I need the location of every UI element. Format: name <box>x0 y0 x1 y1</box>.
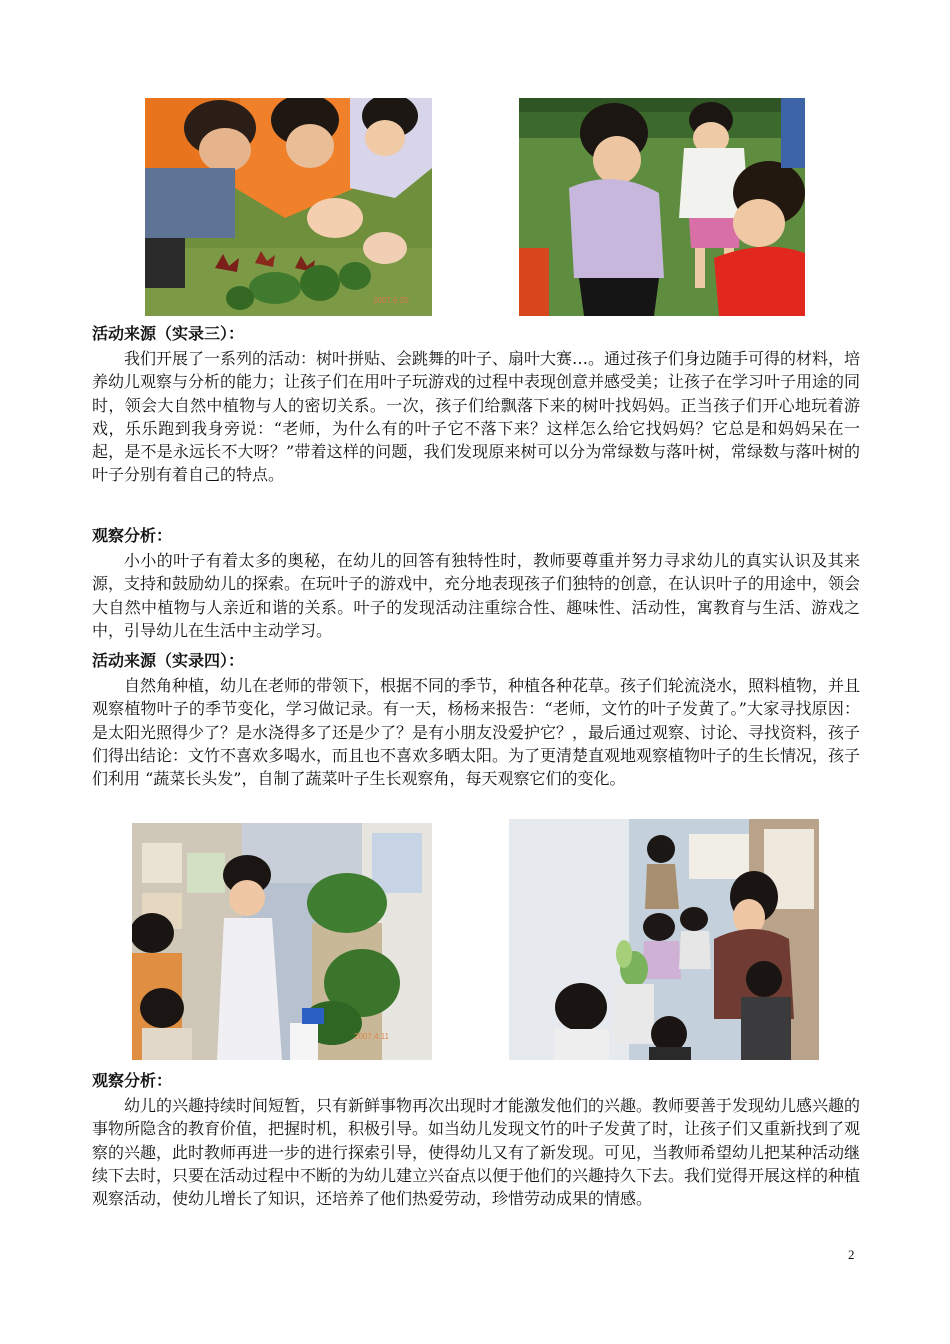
photo-watermark: 2007.4.11 <box>354 1032 389 1041</box>
photo-teacher-with-children <box>509 819 819 1060</box>
section-paragraph: 小小的叶子有着太多的奥秘，在幼儿的回答有独特性时，教师要尊重并努力寻求幼儿的真实认识及其来源，支持和鼓励幼儿的探索。在玩叶子的游戏中，充分地表现孩子们独特的创意，在认识叶子的用途中，领会大自然中植物与人亲近和谐的关系。叶子的发现活动注重综合性、趣味性、活动性，寓教育与生活、游戏之中，引导幼儿在生活中主动学习。 <box>92 551 861 640</box>
photo-children-on-lawn <box>519 98 805 316</box>
photo-children-leaves-on-grass <box>145 98 432 316</box>
section-heading: 观察分析： <box>92 1071 173 1090</box>
section-paragraph: 幼儿的兴趣持续时间短暂，只有新鲜事物再次出现时才能激发他们的兴趣。教师要善于发现幼儿感兴趣的事物所隐含的教育价值，把握时机，积极引导。如当幼儿发现文竹的叶子发黄了时，让孩子们又重新找到了观察的兴趣，此时教师再进一步的进行探索引导，使得幼儿又有了新发现。可见，当教师希望幼儿把某种活动继续下去时，只要在活动过程中不断的为幼儿建立兴奋点以便于他们的兴趣持久下去。我们觉得开展这样的种植观察活动，使幼儿增长了知识，还培养了他们热爱劳动，珍惜劳动成果的情感。 <box>92 1096 861 1209</box>
section-heading: 活动来源（实录四）： <box>92 651 245 670</box>
section-heading: 观察分析： <box>92 526 173 545</box>
section-paragraph: 我们开展了一系列的活动：树叶拼贴、会跳舞的叶子、扇叶大赛…。通过孩子们身边随手可得的材料，培养幼儿观察与分析的能力；让孩子们在用叶子玩游戏的过程中表现创意并感受美；让孩子在学习叶子用途的同时，领会大自然中植物与人的密切关系。一次，孩子们给飘落下来的树叶找妈妈。正当孩子们开心地玩着游戏，乐乐跑到我身旁说：“老师，为什么有的叶子它不落下来？这样怎么给它找妈妈？它总是和妈妈呆在一起，是不是永远长不大呀？”带着这样的问题，我们发现原来树可以分为常绿数与落叶树，常绿数与落叶树的叶子分别有着自己的特点。 <box>92 349 861 485</box>
section-heading: 活动来源（实录三）： <box>92 324 245 343</box>
section-paragraph: 自然角种植，幼儿在老师的带领下，根据不同的季节，种植各种花草。孩子们轮流浇水，照料植物，并且观察植物叶子的季节变化，学习做记录。有一天，杨杨来报告：“老师，文竹的叶子发黄了。”大家寻找原因：是太阳光照得少了？是水浇得多了还是少了？是有小朋友没爱护它？，最后通过观察、讨论、寻找资料，孩子们得出结论：文竹不喜欢多喝水，而且也不喜欢多晒太阳。为了更清楚直观地观察植物叶子的生长情况，孩子们利用 “蔬菜长头发”，自制了蔬菜叶子生长观察角，每天观察它们的变化。 <box>92 676 861 789</box>
photo-girl-watering-plants <box>132 823 432 1060</box>
photo-watermark: 2007.6.20 <box>373 296 409 305</box>
page-number: 2 <box>848 1247 855 1262</box>
